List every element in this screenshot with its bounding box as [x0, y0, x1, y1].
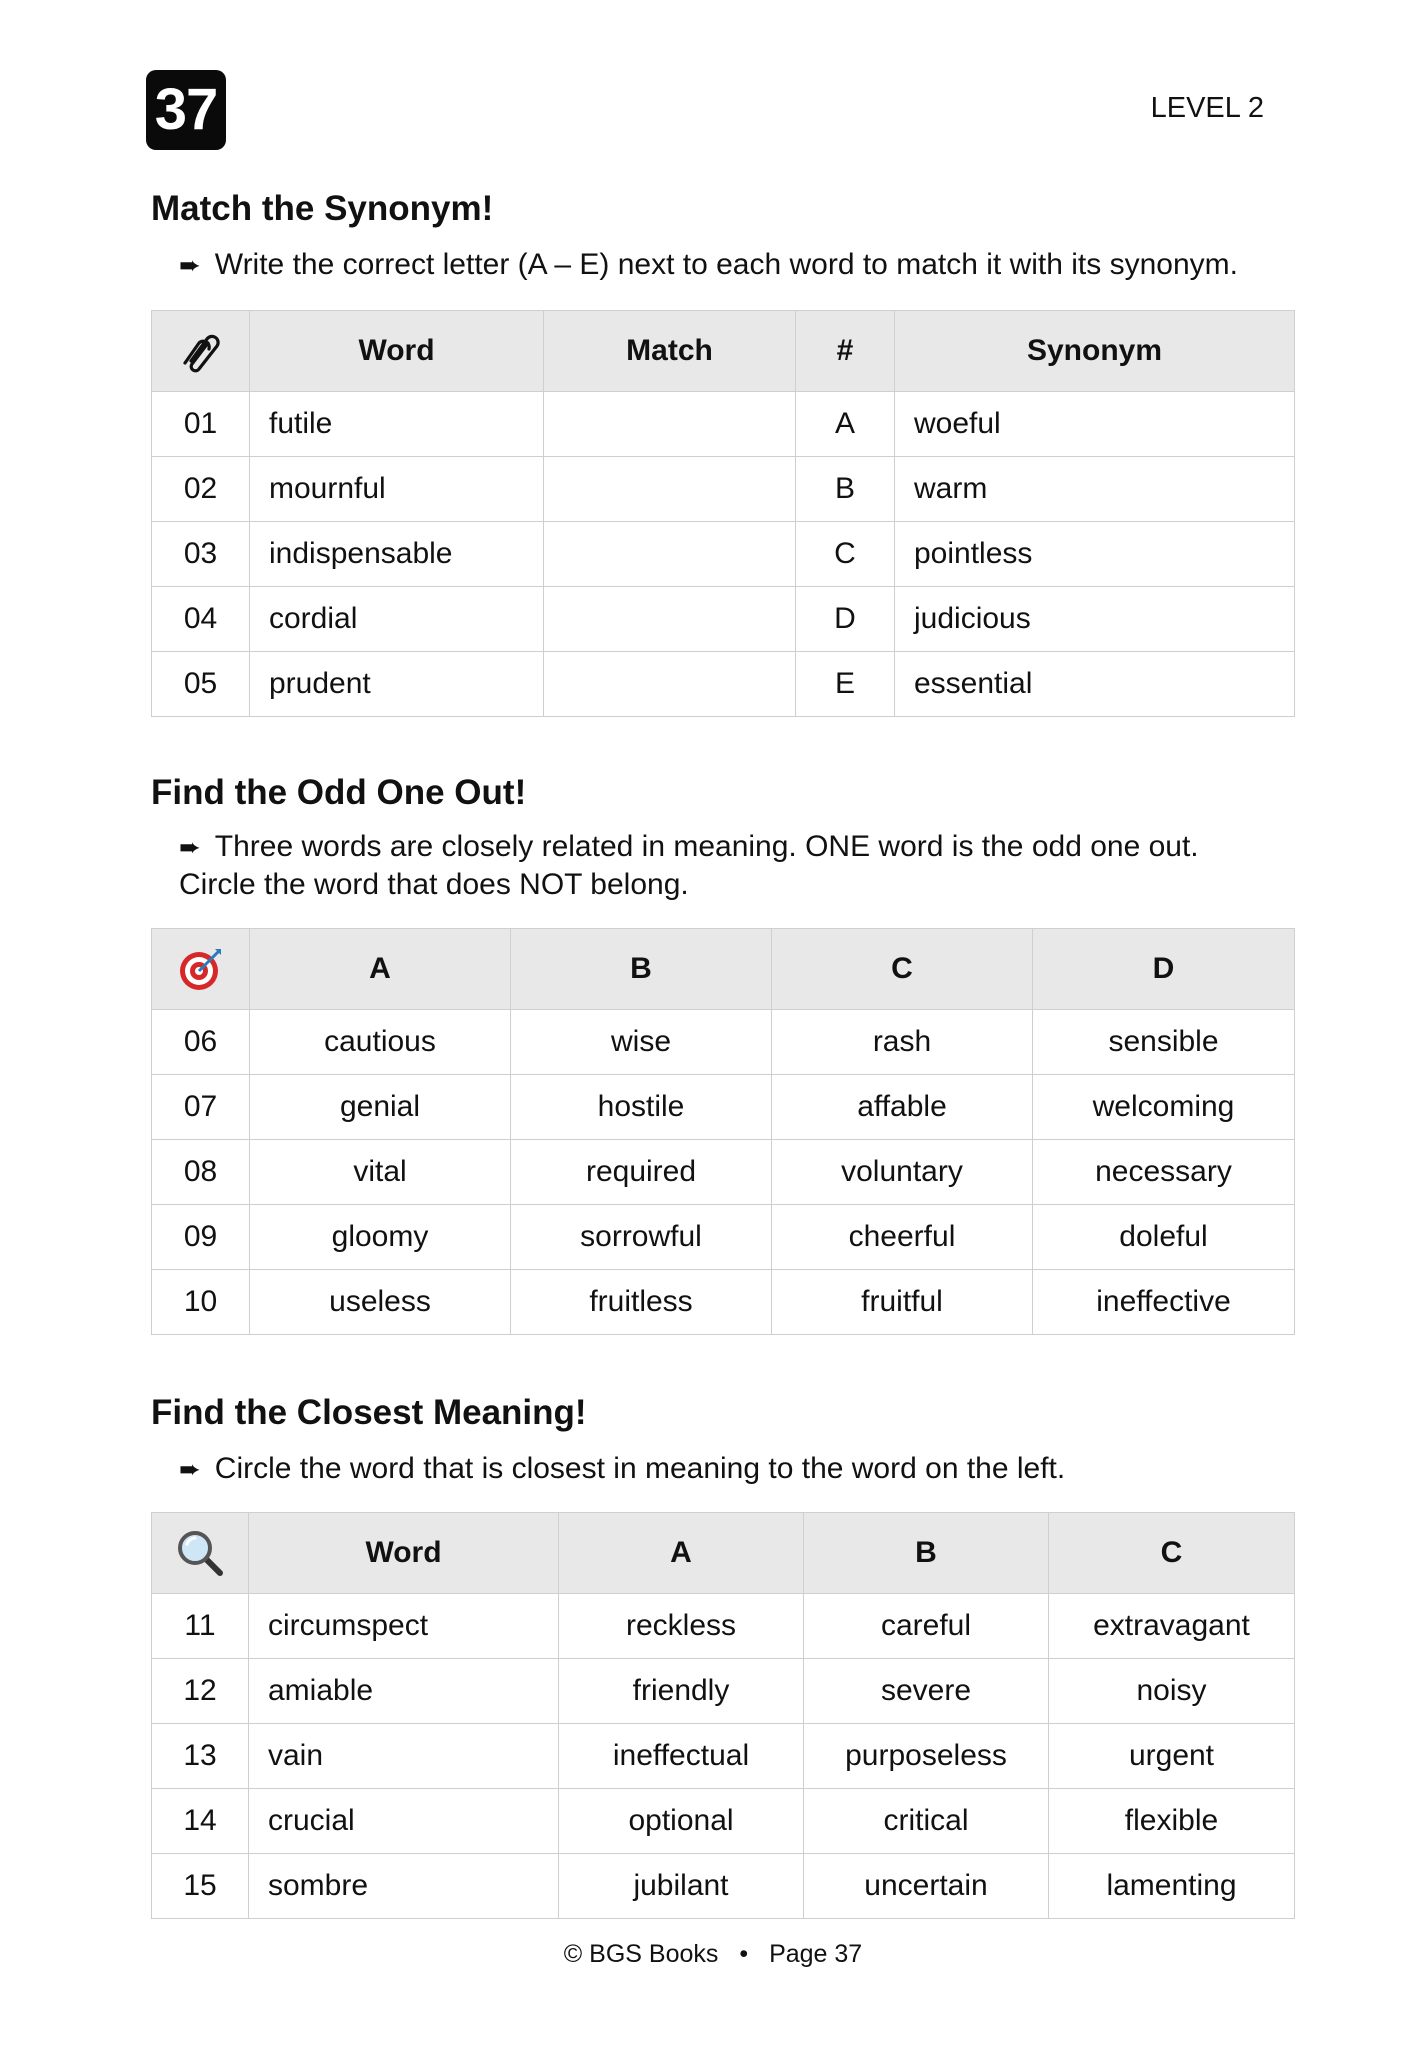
option-b-cell[interactable]: required [511, 1140, 772, 1205]
word-cell: circumspect [249, 1594, 559, 1659]
column-header-word: Word [250, 311, 544, 392]
synonym-cell: woeful [895, 392, 1295, 457]
option-a-cell[interactable]: friendly [559, 1659, 804, 1724]
column-header-a: A [559, 1513, 804, 1594]
option-d-cell[interactable]: welcoming [1033, 1075, 1295, 1140]
option-b-cell[interactable]: critical [804, 1789, 1049, 1854]
match-answer-cell[interactable] [544, 392, 796, 457]
option-d-cell[interactable]: ineffective [1033, 1270, 1295, 1335]
row-number: 01 [152, 392, 250, 457]
page-number-badge: 37 [146, 70, 226, 150]
option-a-cell[interactable]: reckless [559, 1594, 804, 1659]
row-number: 07 [152, 1075, 250, 1140]
match-answer-cell[interactable] [544, 522, 796, 587]
option-a-cell[interactable]: gloomy [250, 1205, 511, 1270]
option-c-cell[interactable]: flexible [1049, 1789, 1295, 1854]
word-cell: sombre [249, 1854, 559, 1919]
odd-one-out-section [151, 772, 1294, 1335]
word-cell: mournful [250, 457, 544, 522]
footer-page-number: Page 37 [769, 1940, 863, 1968]
table-row [152, 1724, 1295, 1789]
option-b-cell[interactable]: purposeless [804, 1724, 1049, 1789]
magnifier-icon [152, 1513, 249, 1594]
table-row [152, 652, 1295, 717]
closest-title: Find the Closest Meaning! [151, 1393, 587, 1432]
word-cell: prudent [250, 652, 544, 717]
word-cell: cordial [250, 587, 544, 652]
row-number: 12 [152, 1659, 249, 1724]
table-row [152, 1205, 1295, 1270]
synonym-cell: warm [895, 457, 1295, 522]
row-number: 09 [152, 1205, 250, 1270]
synonym-cell: judicious [895, 587, 1295, 652]
row-number: 04 [152, 587, 250, 652]
letter-cell: C [796, 522, 895, 587]
copyright-text: © BGS Books [563, 1940, 719, 1968]
word-cell: amiable [249, 1659, 559, 1724]
synonym-section [151, 188, 1294, 717]
table-row [152, 1854, 1295, 1919]
table-row [152, 1270, 1295, 1335]
option-d-cell[interactable]: doleful [1033, 1205, 1295, 1270]
option-a-cell[interactable]: jubilant [559, 1854, 804, 1919]
closest-header-row [152, 1513, 1295, 1594]
option-b-cell[interactable]: sorrowful [511, 1205, 772, 1270]
arrow-icon: ➨ [179, 832, 201, 862]
option-c-cell[interactable]: noisy [1049, 1659, 1295, 1724]
closest-meaning-section [151, 1392, 1294, 1919]
option-d-cell[interactable]: sensible [1033, 1010, 1295, 1075]
option-b-cell[interactable]: uncertain [804, 1854, 1049, 1919]
table-row [152, 587, 1295, 652]
column-header-b: B [804, 1513, 1049, 1594]
table-row [152, 1594, 1295, 1659]
option-c-cell[interactable]: cheerful [772, 1205, 1033, 1270]
column-header-number: # [796, 311, 895, 392]
word-cell: futile [250, 392, 544, 457]
word-cell: vain [249, 1724, 559, 1789]
column-header-c: C [772, 929, 1033, 1010]
match-answer-cell[interactable] [544, 457, 796, 522]
option-a-cell[interactable]: ineffectual [559, 1724, 804, 1789]
closest-table [151, 1512, 1295, 1919]
synonym-instruction-text: Write the correct letter (A – E) next to each word to match it with its synonym. [214, 248, 1238, 281]
odd-table [151, 928, 1295, 1335]
row-number: 06 [152, 1010, 250, 1075]
match-answer-cell[interactable] [544, 587, 796, 652]
footer-separator: • [739, 1940, 749, 1968]
letter-cell: A [796, 392, 895, 457]
table-row [152, 1140, 1295, 1205]
arrow-icon: ➨ [179, 250, 201, 280]
column-header-c: C [1049, 1513, 1295, 1594]
odd-instruction-line2: Circle the word that does NOT belong. [179, 868, 689, 901]
table-row [152, 1659, 1295, 1724]
row-number: 11 [152, 1594, 249, 1659]
option-b-cell[interactable]: hostile [511, 1075, 772, 1140]
option-c-cell[interactable]: voluntary [772, 1140, 1033, 1205]
option-c-cell[interactable]: urgent [1049, 1724, 1295, 1789]
option-b-cell[interactable]: severe [804, 1659, 1049, 1724]
table-row [152, 1010, 1295, 1075]
option-c-cell[interactable]: fruitful [772, 1270, 1033, 1335]
table-row [152, 392, 1295, 457]
letter-cell: D [796, 587, 895, 652]
row-number: 03 [152, 522, 250, 587]
odd-header-row [152, 929, 1295, 1010]
column-header-d: D [1033, 929, 1295, 1010]
synonym-cell: pointless [895, 522, 1295, 587]
option-c-cell[interactable]: lamenting [1049, 1854, 1295, 1919]
row-number: 10 [152, 1270, 250, 1335]
column-header-word: Word [249, 1513, 559, 1594]
match-answer-cell[interactable] [544, 652, 796, 717]
row-number: 05 [152, 652, 250, 717]
letter-cell: B [796, 457, 895, 522]
option-c-cell[interactable]: affable [772, 1075, 1033, 1140]
column-header-b: B [511, 929, 772, 1010]
odd-title: Find the Odd One Out! [151, 773, 527, 812]
option-b-cell[interactable]: fruitless [511, 1270, 772, 1335]
letter-cell: E [796, 652, 895, 717]
page-footer [0, 1940, 1426, 1969]
option-a-cell[interactable]: optional [559, 1789, 804, 1854]
table-row [152, 457, 1295, 522]
word-cell: crucial [249, 1789, 559, 1854]
column-header-match: Match [544, 311, 796, 392]
row-number: 08 [152, 1140, 250, 1205]
option-d-cell[interactable]: necessary [1033, 1140, 1295, 1205]
paperclip-icon [152, 311, 250, 392]
row-number: 15 [152, 1854, 249, 1919]
option-a-cell[interactable]: cautious [250, 1010, 511, 1075]
odd-instruction [151, 828, 1294, 904]
column-header-synonym: Synonym [895, 311, 1295, 392]
word-cell: indispensable [250, 522, 544, 587]
synonym-header-row [152, 311, 1295, 392]
synonym-cell: essential [895, 652, 1295, 717]
option-c-cell[interactable]: rash [772, 1010, 1033, 1075]
option-b-cell[interactable]: wise [511, 1010, 772, 1075]
row-number: 13 [152, 1724, 249, 1789]
synonym-table [151, 310, 1295, 717]
target-icon [152, 929, 250, 1010]
synonym-instruction [151, 246, 1294, 284]
table-row [152, 522, 1295, 587]
level-label: LEVEL 2 [1150, 92, 1264, 124]
synonym-title: Match the Synonym! [151, 189, 494, 228]
arrow-icon: ➨ [179, 1454, 201, 1484]
option-c-cell[interactable]: extravagant [1049, 1594, 1295, 1659]
table-row [152, 1789, 1295, 1854]
row-number: 02 [152, 457, 250, 522]
option-a-cell[interactable]: vital [250, 1140, 511, 1205]
closest-instruction [151, 1450, 1294, 1488]
option-b-cell[interactable]: careful [804, 1594, 1049, 1659]
column-header-a: A [250, 929, 511, 1010]
odd-instruction-line1: Three words are closely related in meaning. ONE word is the odd one out. [214, 830, 1199, 863]
table-row [152, 1075, 1295, 1140]
row-number: 14 [152, 1789, 249, 1854]
closest-instruction-text: Circle the word that is closest in meaning to the word on the left. [214, 1452, 1066, 1485]
option-a-cell[interactable]: useless [250, 1270, 511, 1335]
option-a-cell[interactable]: genial [250, 1075, 511, 1140]
